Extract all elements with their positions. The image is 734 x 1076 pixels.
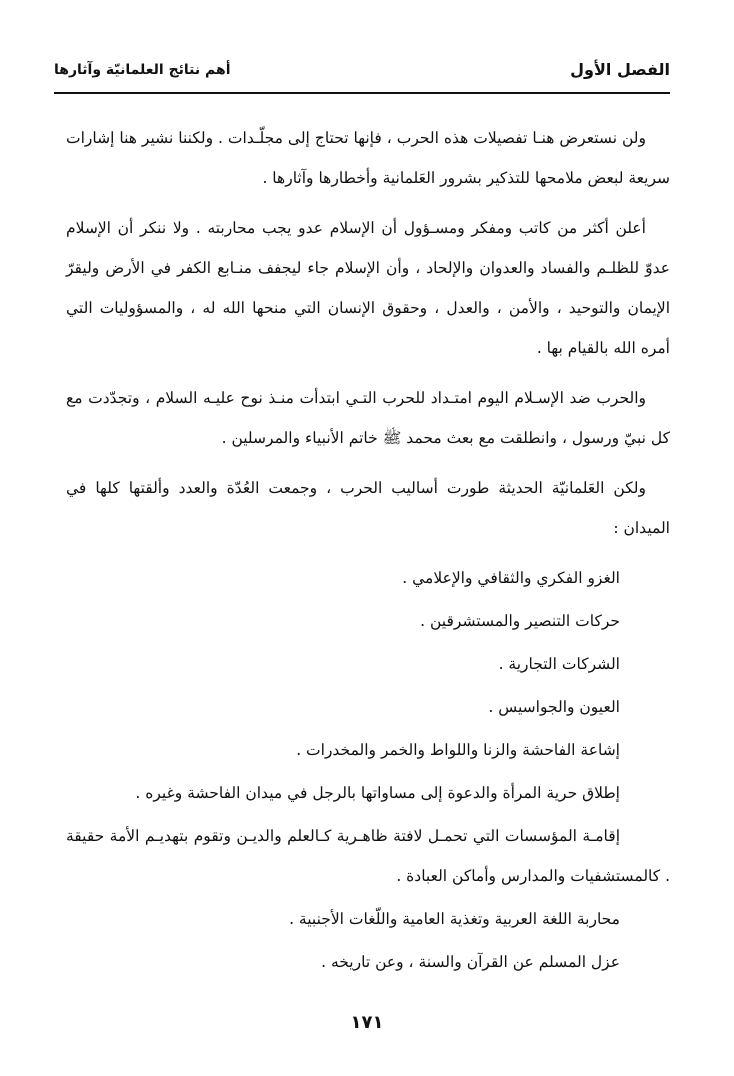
list-item: عزل المسلم عن القرآن والسنة ، وعن تاريخه . bbox=[321, 953, 620, 971]
list-item: الغزو الفكري والثقافي والإعلامي . bbox=[402, 569, 620, 587]
list-item: الشركات التجارية . bbox=[498, 655, 620, 673]
paragraph: ولكن العَلمانيّة الحديثة طورت أساليب الحرب ، وجمعت العُدّة والعدد وألقتها كلها في الميدان : bbox=[66, 479, 670, 537]
list-item: إقامـة المؤسسات التي تحمـل لافتة ظاهـرية كـالعلم والديـن وتقوم بتهديـم الأمة حقيقة . كالمستشفيات والمدارس وأماكن العبادة . bbox=[66, 827, 670, 885]
list-item: محاربة اللغة العربية وتغذية العامية واللّغات الأجنبية . bbox=[289, 910, 620, 928]
list-item: حركات التنصير والمستشرقين . bbox=[420, 612, 620, 630]
paragraph: ولن نستعرض هنـا تفصيلات هذه الحرب ، فإنها تحتاج إلى مجلّـدات . ولكننا نشير هنا إشارات سريعة لبعض ملامحها للتذكير بشرور العَلمانية وأخطارها وآثارها . bbox=[66, 129, 670, 187]
section-title: أهم نتائج العلمانيّة وآثارها bbox=[54, 62, 231, 78]
methods-list bbox=[66, 558, 670, 982]
paragraph: أعلن أكثر من كاتب ومفكر ومسـؤول أن الإسلام عدو يجب محاربته . ولا ننكر أن الإسلام عدوّ للظلـم والفساد والعدوان والإلحاد ، وأن الإسلام جاء ليجفف منـابع الكفر في الأرض وليقرّ الإيمان والتوحيد ، والأمن ، والعدل ، وحقوق الإنسان التي منحها الله له ، والمسؤوليات التي أمره الله بالقيام بها . bbox=[66, 219, 670, 357]
chapter-label: الفصل الأول bbox=[570, 60, 670, 79]
page-number: ١٧١ bbox=[350, 1012, 384, 1033]
body-text bbox=[66, 118, 670, 985]
running-header bbox=[54, 56, 670, 94]
paragraph: والحرب ضد الإسـلام اليوم امتـداد للحرب التـي ابتدأت منـذ نوح عليـه السلام ، وتجدّدت مع كل نبيّ ورسول ، وانطلقت مع بعث محمد ﷺ خاتم الأنبياء والمرسلين . bbox=[66, 389, 670, 447]
list-item: إشاعة الفاحشة والزنا واللواط والخمر والمخدرات . bbox=[296, 741, 620, 759]
list-item: إطلاق حرية المرأة والدعوة إلى مساواتها بالرجل في ميدان الفاحشة وغيره . bbox=[135, 784, 620, 802]
list-item: العيون والجواسيس . bbox=[488, 698, 620, 716]
